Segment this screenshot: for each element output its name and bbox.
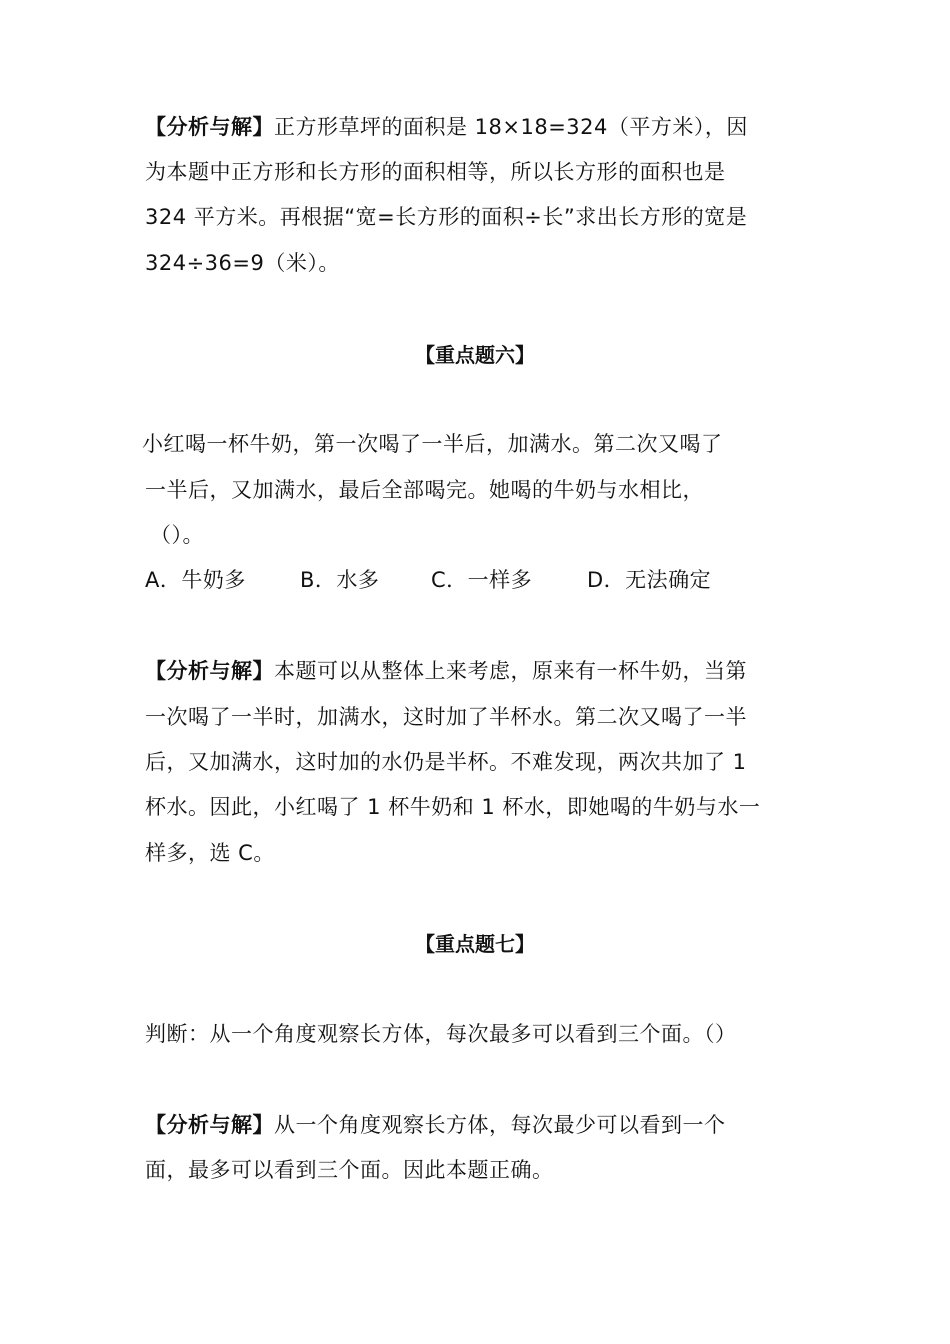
analysis-label: 【分析与解】 <box>145 659 274 683</box>
question-text-line: 小红喝一杯牛奶，第一次喝了一半后，加满水。第二次又喝了 <box>142 432 723 456</box>
analysis-text: 从一个角度观察长方体，每次最少可以看到一个 <box>274 1113 726 1137</box>
analysis-text-line: 324÷36=9（米）。 <box>145 251 340 275</box>
analysis-text-line: 为本题中正方形和长方形的面积相等，所以长方形的面积也是 <box>145 160 726 184</box>
option-b: B．水多 <box>300 568 380 592</box>
analysis-text: 本题可以从整体上来考虑，原来有一杯牛奶，当第 <box>274 659 747 683</box>
section-heading-7: 【重点题七】 <box>415 932 535 956</box>
question-text-line: 一半后，又加满水，最后全部喝完。她喝的牛奶与水相比， <box>145 478 704 502</box>
analysis-paragraph-line <box>145 112 748 142</box>
analysis-label: 【分析与解】 <box>145 1113 274 1137</box>
analysis-text-line: 后，又加满水，这时加的水仍是半杯。不难发现，两次共加了 1 <box>145 750 747 774</box>
option-a: A．牛奶多 <box>145 568 246 592</box>
option-d: D．无法确定 <box>587 568 712 592</box>
options-row <box>145 565 711 595</box>
analysis-paragraph-line <box>145 656 747 686</box>
question-text-line: （）。 <box>150 523 204 547</box>
option-c: C．一样多 <box>431 568 533 592</box>
analysis-text-line: 一次喝了一半时，加满水，这时加了半杯水。第二次又喝了一半 <box>145 705 747 729</box>
analysis-text: 正方形草坪的面积是 18×18=324（平方米），因 <box>274 115 748 139</box>
analysis-text-line: 面，最多可以看到三个面。因此本题正确。 <box>145 1158 554 1182</box>
analysis-text-line: 样多，选 C。 <box>145 841 275 865</box>
analysis-paragraph-line <box>145 1110 726 1140</box>
analysis-label: 【分析与解】 <box>145 115 274 139</box>
question-text-line: 判断：从一个角度观察长方体，每次最多可以看到三个面。（） <box>145 1022 737 1046</box>
analysis-text-line: 杯水。因此，小红喝了 1 杯牛奶和 1 杯水，即她喝的牛奶与水一 <box>145 795 761 819</box>
section-heading-6: 【重点题六】 <box>415 343 535 367</box>
analysis-text-line: 324 平方米。再根据“宽=长方形的面积÷长”求出长方形的宽是 <box>145 205 748 229</box>
